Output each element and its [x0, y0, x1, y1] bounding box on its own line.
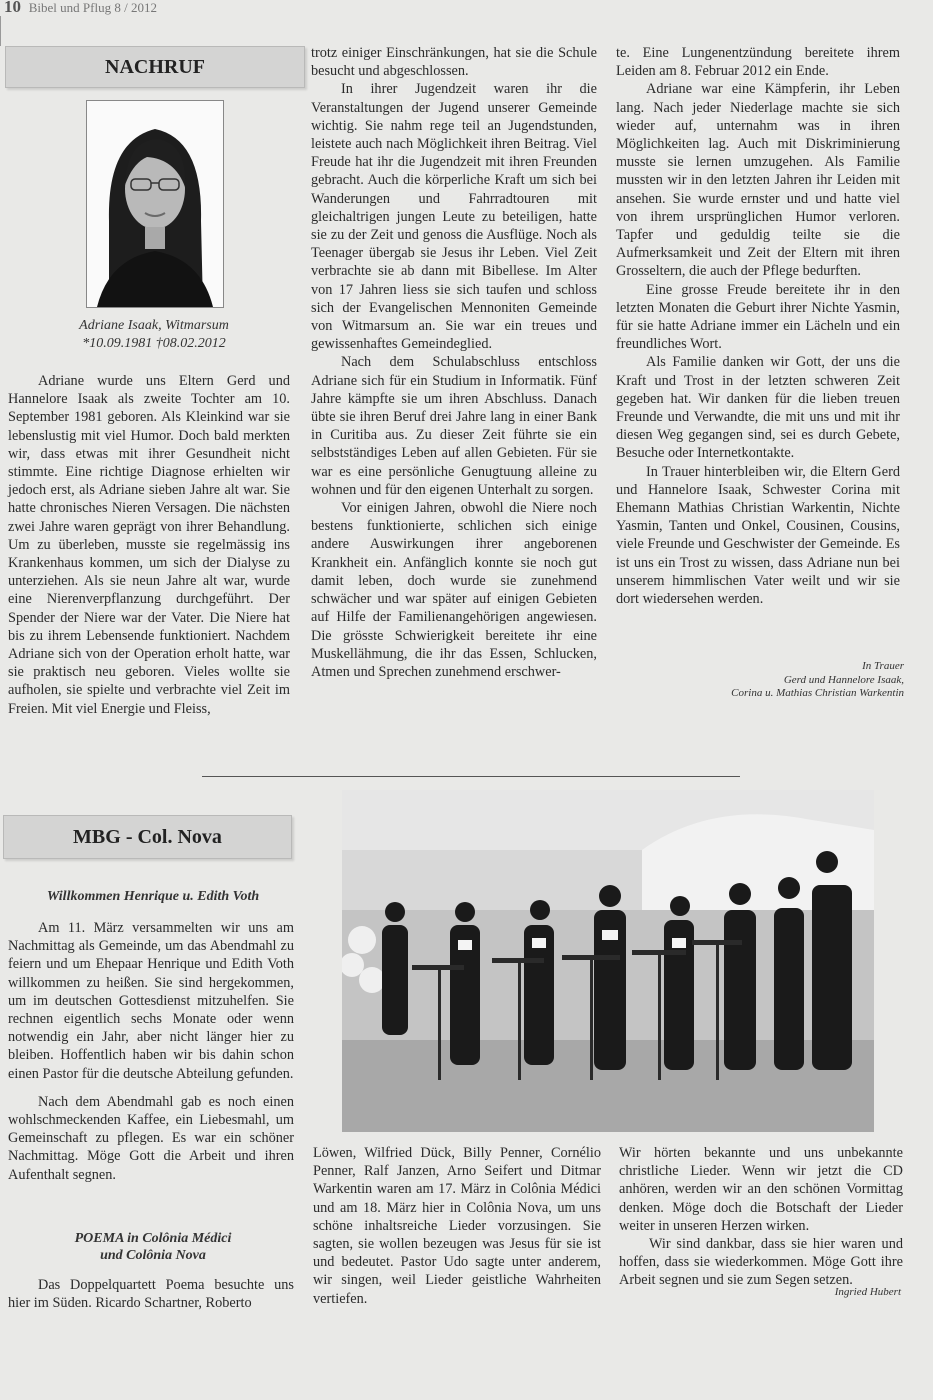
paragraph: trotz einiger Einschränkungen, hat sie die Schule besucht und abgeschlossen. — [311, 45, 597, 80]
section-divider — [202, 776, 740, 777]
nachruf-signature — [620, 660, 904, 701]
subhead-welcome: Willkommen Henrique u. Edith Voth — [46, 889, 260, 904]
portrait-caption-name: Adriane Isaak, Witmarsum — [79, 318, 229, 333]
portrait-photo — [86, 100, 224, 308]
paragraph: Das Doppelquartett Poema besuchte uns hier im Süden. Ricardo Schartner, Roberto — [8, 1277, 294, 1312]
paragraph: te. Eine Lungenentzündung bereitete ihrem Leiden am 8. Februar 2012 ein Ende. — [616, 45, 900, 80]
subhead-poema-line2: und Colônia Nova — [100, 1248, 206, 1263]
mbg-column-3 — [619, 1144, 903, 1290]
signature-line: In Trauer — [862, 660, 904, 672]
corner-rule — [0, 16, 9, 46]
nachruf-column-2 — [311, 44, 597, 681]
nachruf-section-title — [5, 46, 305, 88]
nachruf-column-3 — [616, 44, 900, 608]
paragraph: Vor einigen Jahren, obwohl die Niere noch bestens funktionierte, schlichen sich einige andere Auswirkungen ihrer angeborenen Krankheit ein. Anfänglich konnte sie noch gut damit leben, doch wurde sie zunehmend schwächer und war später auf einigen Gebieten auf Hilfe der Familienangehörigen angewiesen. Die grösste Schwierigkeit bereitete ihr eine Muskellähmung, die ihr das Essen, Schlucken, Atmen und Sprechen zunehmend erschwer- — [311, 500, 597, 680]
signature-line: Corina u. Mathias Christian Warkentin — [731, 687, 904, 699]
paragraph: Adriane war eine Kämpferin, ihr Leben lang. Nach jeder Niederlage machte sie sich wieder auf, unternahm was in ihren Möglichkeiten lag. Auch mit Diskriminierung musste sie lernen umzugehen. Als Familie mussten wir in den letzten Jahren ihr Leiden mit ansehen. Sie wurde ernster und und hatte viel von ihrem ursprünglichen Humor verloren. Tapfer und geduldig teilte sie die Aufmerksamkeit und Zeit der Eltern mit ihren Grosseltern, die auch der Pflege bedurften. — [616, 81, 900, 280]
publication-title: Bibel und Pflug 8 / 2012 — [28, 0, 157, 15]
nachruf-column-1 — [8, 372, 290, 718]
paragraph: Nach dem Abendmahl gab es noch einen wohlschmeckenden Kaffee, ein Liebesmahl, um Gemeinschaft zu pflegen. Es war ein schöner Nachmittag. Möge Gott die Arbeit und ihren Aufenthalt segnen. — [8, 1093, 294, 1183]
signature-line: Gerd und Hannelore Isaak, — [783, 673, 904, 686]
mbg-section-title — [3, 815, 292, 859]
paragraph: Adriane wurde uns Eltern Gerd und Hannelore Isaak als zweite Tochter am 10. September 1981 geboren. Als Kleinkind war sie lebenslustig mit viel Humor. Doch bald merkten wir, dass etwas mit ihrer Gesundheit nicht stimmte. Eine richtige Diagnose erhielten wir jedoch erst, als Adriane sieben Jahre alt war. Sie hatte chronisches Nieren Versagen. Die nächsten zwei Jahre waren geprägt von ihrer Behandlung. Um zu überleben, musste sie regelmässig ins Krankenhaus kommen, um sich der Dialyse zu unterziehen. Als sie neun Jahre alt war, wurde eine Nierenverpflanzung durchgeführt. Der Spender der Niere war der Vater. Die Niere hat bis zu ihrem Lebensende funktioniert. Nachdem Adriane sich von der Operation erholt hatte, war sie praktisch neu geboren. Vieles wollte sie aufholen, sie spielte und verbrachte viel Zeit im Freien. Mit viel Energie und Fleiss, — [8, 373, 290, 717]
mbg-column-2 — [313, 1144, 601, 1308]
paragraph: In ihrer Jugendzeit waren ihr die Veranstaltungen der Jugend unserer Gemeinde wichtig. Sie nahm rege teil an Jugendstunden, leistete auch nach Möglichkeit ihren Beitrag. Viel Freude hat ihr die Jugendzeit mit ihren Freunden gebracht. Auch die körperliche Kraft um sich bei Wanderungen und Fahrradtouren mit gleichaltrigen jungen Leute zu beteiligen, hatte sie zu der Zeit und genoss die Ausflüge. Noch als Teenager übergab sie Jesus ihr Leben. Viel Zeit verbrachte sie ab dann mit Bibellese. Im Alter von 17 Jahren liess sie sich taufen und schloss sich der Evangelischen Mennoniten Gemeinde von Witmarsum an. Sie war ein treues und gewissenhaftes Gemeindeglied. — [311, 81, 597, 353]
subhead-poema-line1: POEMA in Colônia Médici — [74, 1231, 232, 1246]
mbg-author: Ingried Hubert — [834, 1286, 901, 1298]
mbg-column-1 — [8, 919, 294, 1184]
paragraph: Eine grosse Freude bereitete ihr in den letzten Monaten die Geburt ihrer Nichte Yasmin, für sie hatte Adriane immer ein Lächeln und ein freundliches Wort. — [616, 281, 900, 353]
choir-photo — [342, 790, 874, 1132]
nachruf-title-text: NACHRUF — [105, 55, 205, 78]
paragraph: Wir sind dankbar, dass sie hier waren und hoffen, dass sie wiederkommen. Möge Gott ihre Arbeit segnen und sie zum Segen setzen. — [619, 1236, 903, 1289]
portrait-illustration — [87, 101, 223, 307]
paragraph: Wir hörten bekannte und uns unbekannte christliche Lieder. Wenn wir jetzt die CD anhören, werden wir an den schönen Vormittag denken. Möge doch die Botschaft der Lieder weiter in unseren Herzen wirken. — [619, 1145, 903, 1234]
paragraph: Nach dem Schulabschluss entschloss Adriane sich für ein Studium in Informatik. Fünf Jahre kämpfte sie um ihren Abschluss. Danach übte sie ihren Beruf drei Jahre lang in einer Bank in Curitiba aus. Zu dieser Zeit führte sie ein selbstständiges Leben auf allen Gebieten. Für sie war es eine persönliche Genugtuung alleine zu wohnen und für den eigenen Unterhalt zu sorgen. — [311, 354, 597, 498]
paragraph: Am 11. März versammelten wir uns am Nachmittag als Gemeinde, um das Abendmahl zu feiern und um Ehepaar Henrique und Edith Voth willkommen zu heißen. Sie sind hergekommen, um im deutschen Gottesdienst mitzuhelfen. Sie rechnen eigentlich sechs Monate oder wenn notwendig ein Jahr, aber nicht länger hier zu bleiben. Hoffentlich haben wir bis dahin schon einen Pastor für die deutsche Abteilung gefunden. — [8, 920, 294, 1082]
mbg-title-text: MBG - Col. Nova — [73, 825, 222, 848]
paragraph: Als Familie danken wir Gott, der uns die Kraft und Trost in der letzten schweren Zeit gegeben hat. Wir danken für die lieben treuen Freunde und Verwandte, die mit uns und mit ihr diesen Weg gegangen sind, sei es durch Gebete, Besuche oder Internetkontakte. — [616, 354, 900, 462]
choir-illustration — [342, 790, 874, 1132]
page-number: 10 — [4, 0, 21, 16]
mbg-column-1b — [8, 1276, 294, 1312]
portrait-caption-dates: *10.09.1981 †08.02.2012 — [82, 336, 226, 351]
paragraph: In Trauer hinterbleiben wir, die Eltern Gerd und Hannelore Isaak, Schwester Corina mit Ehemann Mathias Christian Warkentin, Nichte Yasmin, Tanten und Onkel, Cousinen, Cousins, viele Freunde und Geschwister der Gemeinde. Es ist uns ein Trost zu wissen, dass Adriane nun bei unserem himmlischen Vater weilt und wir sie dort wiedersehen werden. — [616, 463, 900, 608]
page-header — [4, 0, 404, 15]
subhead-poema — [8, 1230, 298, 1264]
paragraph: Löwen, Wilfried Dück, Billy Penner, Cornélio Penner, Ralf Janzen, Arno Seifert und Ditmar Warkentin waren am 17. März in Colônia Médici und am 18. März hier in Colônia Nova, um uns schöne inhaltsreiche Lieder vorzusingen. Sie sagten, sie wollen bezeugen was Jesus für sie ist und bedeutet. Pastor Udo sagte unter anderem, wir singen, weil Lieder geistliche Wahrheiten vertiefen. — [313, 1145, 601, 1307]
